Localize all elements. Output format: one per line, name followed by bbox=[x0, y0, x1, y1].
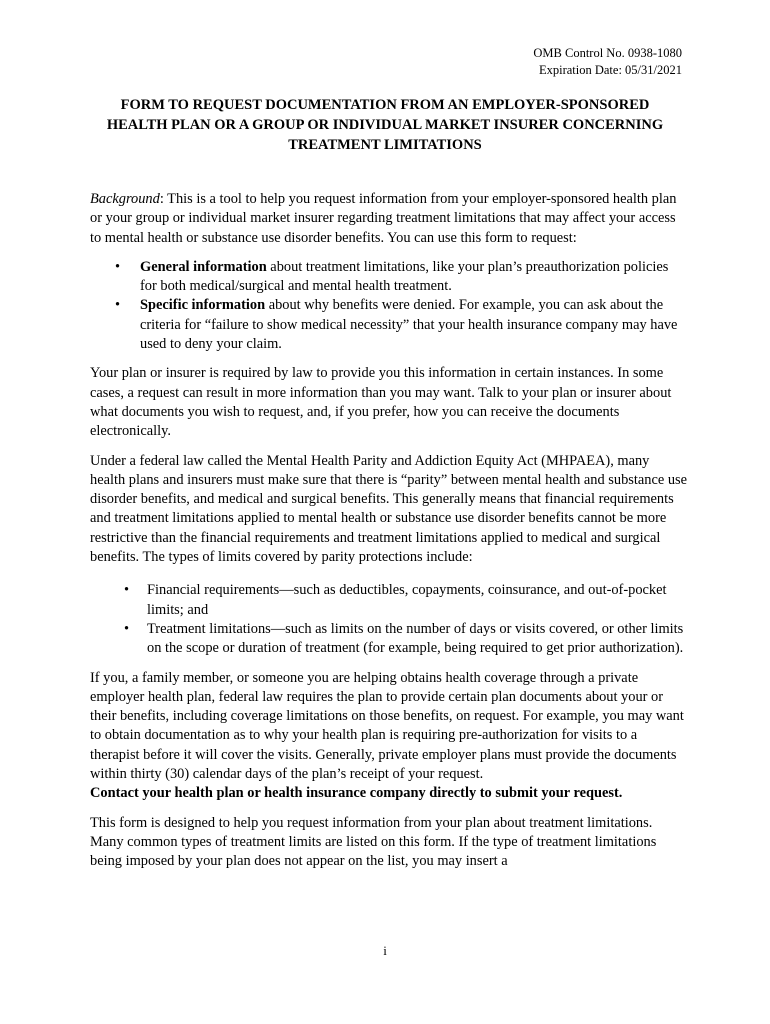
limit-types-list bbox=[90, 581, 688, 658]
background-text: : This is a tool to help you request information from your employer-sponsored health plan or your group or individual market insurer regarding treatment limitations that may affect your access to mental health or substance use disorder benefits. You can use this form to request: bbox=[90, 191, 677, 246]
private-plan-paragraph bbox=[90, 669, 688, 804]
list-item-text: about treatment limitations, like your plan’s preauthorization policies for both medical/surgical and mental health treatment. bbox=[140, 258, 669, 295]
request-items-list bbox=[90, 258, 688, 354]
form-title-line-2: HEALTH PLAN OR A GROUP OR INDIVIDUAL MARKET INSURER CONCERNING bbox=[106, 117, 664, 133]
omb-header bbox=[533, 45, 682, 79]
list-item: • Financial requirements—such as deductibles, copayments, coinsurance, and out-of-pocket limits; and bbox=[90, 581, 688, 620]
list-item: • Treatment limitations—such as limits on the number of days or visits covered, or other limits on the scope or duration of treatment (for example, being required to get prior authorization). bbox=[90, 620, 688, 659]
private-plan-text: If you, a family member, or someone you are helping obtains health coverage through a private employer health plan, federal law requires the plan to provide certain plan documents about your or their benefits, including coverage limitations on those benefits, on request. For example, you may want to obtain documentation as to why your health plan is requiring pre-authorization for visits to a therapist before it will cover the visits. Generally, private employer plans must provide the documents within thirty (30) calendar days of the plan’s receipt of your request. bbox=[90, 669, 684, 783]
list-item-bold: General information bbox=[140, 258, 267, 275]
form-title-line-1: FORM TO REQUEST DOCUMENTATION FROM AN EMPLOYER-SPONSORED bbox=[120, 97, 650, 113]
form-title bbox=[85, 95, 685, 155]
legal-requirement-paragraph: Your plan or insurer is required by law to provide you this information in certain instances. In some cases, a request can result in more information than you may want. Talk to your plan or insurer about what documents you wish to request, and, if you prefer, how you can receive the documents electronically. bbox=[90, 365, 672, 440]
omb-control-number: OMB Control No. 0938-1080 bbox=[533, 46, 682, 60]
mhpaea-paragraph: Under a federal law called the Mental Health Parity and Addiction Equity Act (MHPAEA), many health plans and insurers must make sure that there is “parity” between mental health and substance use disorder benefits, and medical and surgical benefits. This generally means that financial requirements and treatment limitations applied to mental health or substance use disorder benefits cannot be more restrictive than the financial requirements and treatment limitations applied to medical and surgical benefits. The types of limits covered by parity protections include: bbox=[90, 452, 688, 566]
background-paragraph bbox=[90, 190, 688, 248]
form-title-line-3: TREATMENT LIMITATIONS bbox=[288, 137, 482, 153]
contact-instruction: Contact your health plan or health insurance company directly to submit your request. bbox=[90, 785, 623, 802]
expiration-date: Expiration Date: 05/31/2021 bbox=[538, 63, 682, 77]
page-number: i bbox=[383, 943, 387, 958]
background-label: Background bbox=[90, 191, 160, 207]
list-item bbox=[90, 258, 688, 297]
list-item bbox=[90, 296, 688, 354]
list-item-bold: Specific information bbox=[140, 297, 266, 314]
form-purpose-paragraph: This form is designed to help you request information from your plan about treatment limitations. Many common types of treatment limits are listed on this form. If the type of treatment limitations being imposed by your plan does not appear on the list, you may insert a bbox=[90, 814, 657, 870]
list-item-text: about why benefits were denied. For example, you can ask about the criteria for “failure to show medical necessity” that your health insurance company may have used to deny your claim. bbox=[140, 297, 678, 353]
document-body bbox=[90, 190, 688, 882]
